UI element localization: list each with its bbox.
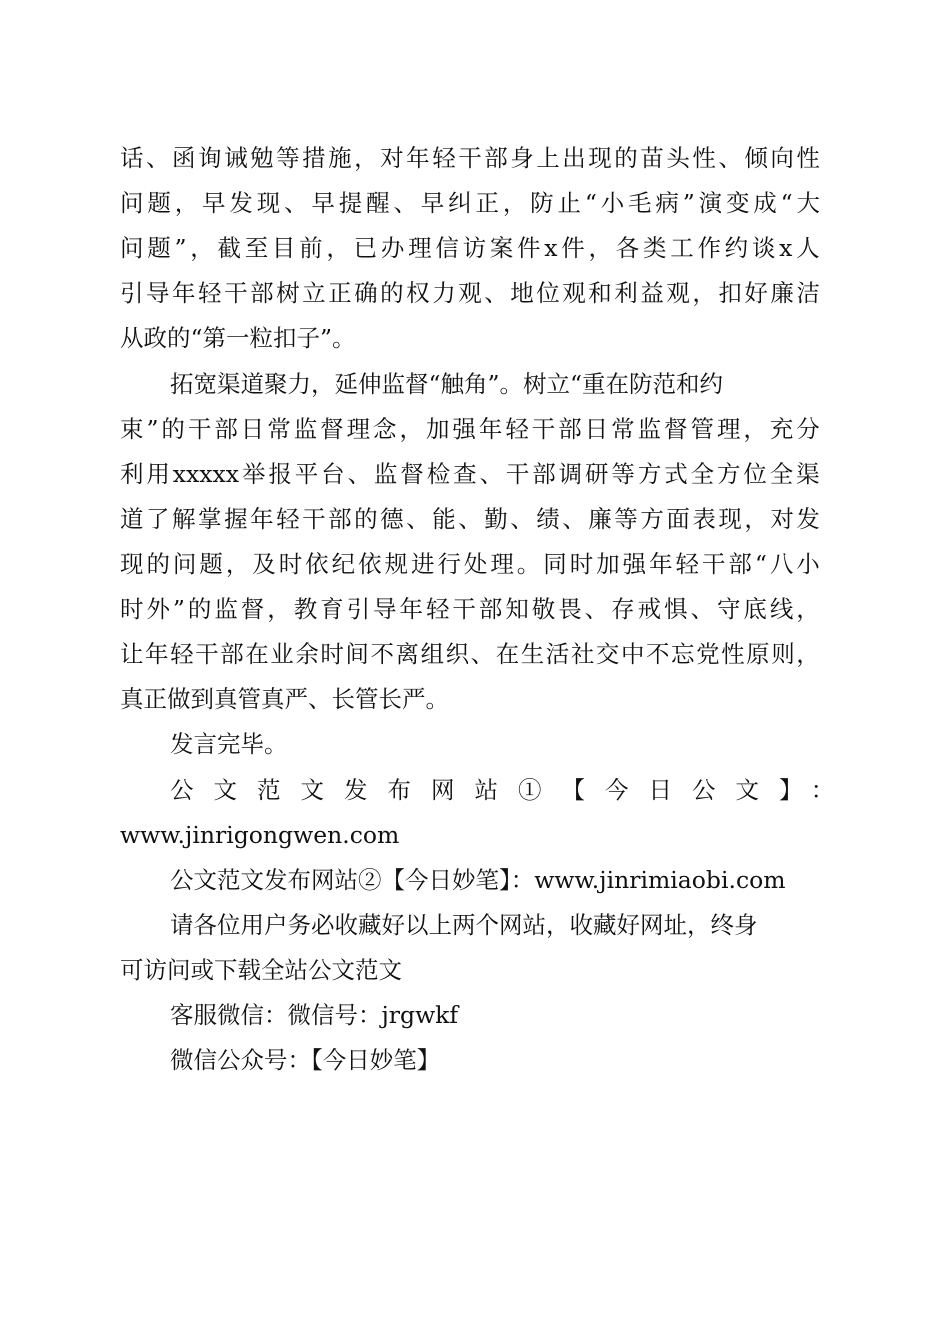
- site-one-label: 公文范文发布网站①【今日公文】：: [170, 776, 855, 804]
- site-two-line[interactable]: 公文范文发布网站②【今日妙笔】：www.jinrimiaobi.com: [170, 866, 786, 894]
- paragraph-line: 问 题 ” ， 截 至 目 前 ， 已 办 理 信 访 案 件 x 件 ， 各 类 工 作 约 谈 x 人: [120, 234, 820, 262]
- paragraph-line: 道 了 解 掌 握 年 轻 干 部 的 德 、 能 、 勤 、 绩 、 廉 等 方 面 表 现 ， 对 发: [120, 505, 820, 533]
- paragraph-line: 利 用 xxxxx 举 报 平 台 、 监 督 检 查 、 干 部 调 研 等 方 式 全 方 位 全 渠: [120, 460, 820, 488]
- notice-line: 可访问或下载全站公文范文: [120, 956, 402, 984]
- notice-line: 请各位用户务必收藏好以上两个网站，收藏好网址，终身: [170, 911, 758, 939]
- paragraph-line: 拓宽渠道聚力，延伸监督“触角”。树立“重在防范和约: [170, 370, 724, 398]
- paragraph-line: 从政的“第一粒扣子”。: [120, 324, 356, 352]
- wechat-public-line: 微信公众号：【今日妙笔】: [170, 1046, 441, 1074]
- paragraph-line: 引 导 年 轻 干 部 树 立 正 确 的 权 力 观 、 地 位 观 和 利 益 观 ， 扣 好 廉 洁: [120, 279, 820, 307]
- paragraph-line: 真正做到真管真严、长管长严。: [120, 685, 449, 713]
- site-one-url[interactable]: www.jinrigongwen.com: [120, 821, 400, 849]
- paragraph-line: 束 ” 的 干 部 日 常 监 督 理 念 ， 加 强 年 轻 干 部 日 常 监 督 管 理 ， 充 分: [120, 415, 820, 443]
- wechat-service-line: 客服微信：微信号：jrgwkf: [170, 1001, 459, 1029]
- paragraph-line: 时 外 ” 的 监 督 ， 教 育 引 导 年 轻 干 部 知 敬 畏 、 存 戒 惧 、 守 底 线 ，: [120, 595, 820, 623]
- paragraph-line: 让 年 轻 干 部 在 业 余 时 间 不 离 组 织 、 在 生 活 社 交 中 不 忘 党 性 原 则 ，: [120, 640, 820, 668]
- paragraph-line: 现 的 问 题 ， 及 时 依 纪 依 规 进 行 处 理 。 同 时 加 强 年 轻 干 部 “ 八 小: [120, 550, 820, 578]
- paragraph-line: 话 、 函 询 诫 勉 等 措 施 ， 对 年 轻 干 部 身 上 出 现 的 苗 头 性 、 倾 向 性: [120, 144, 820, 172]
- paragraph-line: 问 题 ， 早 发 现 、 早 提 醒 、 早 纠 正 ， 防 止 “ 小 毛 病 ” 演 变 成 “ 大: [120, 189, 820, 217]
- closing-line: 发言完毕。: [170, 730, 288, 758]
